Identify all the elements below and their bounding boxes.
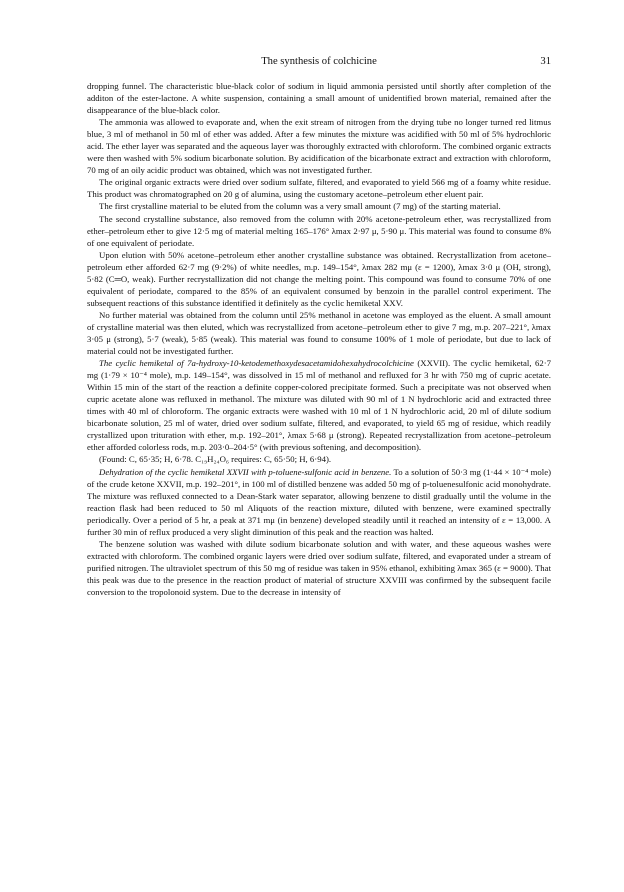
paragraph-continuation: dropping funnel. The characteristic blue-black color of sodium in liquid ammonia persisted until shortly after completion of the additon of the ester-lactone. A white suspension, containing a small amount of unidentified brown material, remained after the disappearance of the blue-black color.	[87, 81, 551, 116]
page-number: 31	[540, 56, 551, 67]
paragraph-section-dehydration	[87, 466, 551, 538]
paragraph-section-hemiketal	[87, 357, 551, 453]
paragraph-methanol-eluent: No further material was obtained from the column until 25% methanol in acetone was employed as the eluent. A small amount of crystalline material was then eluted, which was recrystallized from acetone–petroleum ether to give 7 mg, m.p. 207–221°, λmax 3·05 μ (strong), 5·7 (weak), 5·85 (weak). This material was found to consume 100% of 1 mole of periodate, but due to lack of material could not be investigated further.	[87, 309, 551, 357]
running-title: The synthesis of colchicine	[261, 56, 377, 67]
section-heading-hemiketal: The cyclic hemiketal of 7a-hydroxy-10-ketodemethoxydesacetamidohexahydrocolchicine	[99, 358, 414, 369]
paragraph-analysis: (Found: C, 65·35; H, 6·78. C₁₉H₂₄O₆ requires: C, 65·50; H, 6·94).	[99, 454, 332, 465]
paragraph-benzene-solution: The benzene solution was washed with dilute sodium bicarbonate solution and with water, and these aqueous washes were extracted with chloroform. The combined organic layers were dried over sodium sulfate, filtered, and evaporated under a stream of purified nitrogen. The ultraviolet spectrum of this 50 mg of residue was taken in 95% ethanol, exhibiting λmax 365 (ε = 9000). That this peak was due to the presence in the reaction product of material of structure XXVIII was confirmed by the subsequent facile conversion to the tropolonoid system. Due to the decrease in intensity of	[87, 538, 551, 597]
paragraph-ammonia-workup: The ammonia was allowed to evaporate and, when the exit stream of nitrogen from the drying tube no longer turned red litmus blue, 3 ml of methanol in 50 ml of ether was added. After a few minutes the mixture was acidified with 50 ml of 5% hydrochloric acid. The ether layer was separated and the aqueous layer was thoroughly extracted with chloroform. The combined organic extracts were then washed with 5% sodium bicarbonate solution. By acidification of the bicarbonate extract and extraction with chloroform, 70 mg of an oily acidic product was obtained, which was not investigated further.	[87, 117, 551, 176]
running-header	[87, 54, 551, 70]
paragraph-chromatography: The original organic extracts were dried over sodium sulfate, filtered, and evaporated to yield 566 mg of a foamy white residue. This product was chromatographed on 20 g of alumina, using the customary acetone–petroleum ether eluent pair.	[87, 177, 551, 200]
paragraph-first-eluate: The first crystalline material to be eluted from the column was a very small amount (7 mg) of the starting material.	[99, 201, 501, 212]
section-text-dehydration: To a solution of 50·3 mg (1·44 × 10⁻⁴ mole) of the crude ketone XXVII, m.p. 192–201°, in 100 ml of distilled benzene was added 50 mg of p-toluenesulfonic acid monohydrate. The mixture was refluxed connected to a Dean-Stark water separator, allowing benzene to distil gradually until the volume in the reaction flask had been reduced to 50 ml Aliquots of the reaction mixture, diluted with benzene, were examined spectrally periodically. Over a period of 5 hr, a peak at 371 mμ (in benzene) developed steadily until it reached an intensity of ε = 13,000. A further 30 min of reflux produced a very slight diminution of this peak and the reaction was halted.	[87, 466, 551, 537]
section-text-hemiketal: The cyclic hemiketal, 62·7 mg (1·79 × 10⁻⁴ mole), m.p. 149–154°, was dissolved in 15 ml of methanol and refluxed for 3 hr with 750 mg of cupric acetate. Within 15 min of the start of the reaction a definite copper-colored precipitate formed. Such a precipitate was not observed when cupric acetate alone was refluxed in methanol. The mixture was diluted with 90 ml of 1 N hydrochloric acid and extracted three times with 40 ml of chloroform. The organic extracts were washed with 10 ml of 1 N hydrochloric acid, 20 ml of dilute sodium bicarbonate solution, 25 ml of water, dried over sodium sulfate, filtered, and evaporated, to yield 65 mg of residue, which readily crystallized upon trituration with ether, m.p. 192–201°, λmax 5·68 μ (strong). Repeated recrystallization from acetone–petroleum ether afforded colorless rods, m.p. 203·0–204·5° (with previous softening, and decomposition).	[87, 358, 551, 453]
body-text	[87, 80, 551, 598]
section-heading-dehydration: Dehydration of the cyclic hemiketal XXVII with p-toluene-sulfonic acid in benzene.	[99, 466, 392, 477]
section-ref: (XXVII).	[413, 358, 451, 369]
paragraph-second-substance: The second crystalline substance, also removed from the column with 20% acetone-petroleum ether, was recrystallized from ether–petroleum ether to give 12·5 mg of material melting 165–176° λmax 2·97 μ, 5·90 μ. This material was found to consume 8% of one equivalent of periodate.	[87, 213, 551, 248]
paragraph-cyclic-hemiketal: Upon elution with 50% acetone–petroleum ether another crystalline substance was obtained. Recrystallization from acetone–petroleum ether afforded 62·7 mg (9·2%) of white needles, m.p. 149–154°, λmax 282 mμ (ε = 1200), λmax 3·0 μ (OH, strong), 5·82 (C═O, weak). Further recrystallization did not change the melting point. This compound was found to consume 70% of one equivalent of periodate, compared to the 85% of an equivalent consumed by benzoin in the parallel control experiment. The subsequent reactions of this substance identified it definitely as the cyclic hemiketal XXV.	[87, 249, 551, 308]
